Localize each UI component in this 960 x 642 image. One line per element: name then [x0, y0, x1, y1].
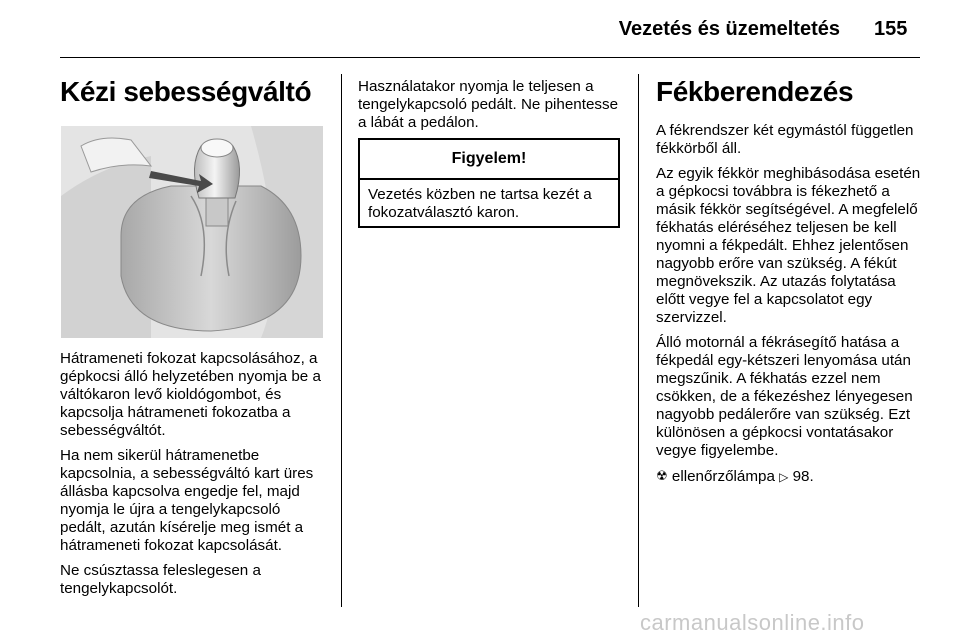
middle-column-text	[358, 78, 620, 139]
gear-lever-illustration	[61, 126, 323, 338]
reference-page: 98.	[792, 468, 814, 485]
warning-title: Figyelem!	[360, 140, 618, 180]
right-column-text	[656, 122, 924, 493]
cross-reference-arrow-icon: ▷	[779, 470, 789, 484]
paragraph: Használatakor nyomja le teljesen a tengelykapcsoló pedált. Ne pihentesse a lábát a pedálon.	[358, 78, 619, 131]
paragraph: Álló motornál a fékrásegítő hatása a fékpedál egy-kétszeri lenyomása után megszűnik. A fékhatás ezzel nem csökken, de a fékezéshez lényegesen nagyobb pedálerőre van szükség. Ezt különösen a gépkocsi vontatásakor vegye figyelembe.	[656, 334, 913, 459]
column-divider-right	[638, 74, 639, 607]
page-number: 155	[874, 18, 908, 40]
section-heading-manual-gearbox: Kézi sebességváltó	[60, 76, 312, 107]
paragraph: A fékrendszer két egymástól független fékkörből áll.	[656, 122, 914, 157]
running-header-title: Vezetés és üzemeltetés	[618, 18, 840, 40]
watermark: carmanualsonline.info	[640, 610, 865, 635]
gear-lever-drawing	[61, 126, 323, 338]
paragraph: Az egyik fékkör meghibásodása esetén a gépkocsi továbbra is fékezhető a másik fékkör segítségével. A megfelelő fékhatás eléréséhez teljesen be kell nyomni a fékpedált. Ehhez jelentősen nagyobb erőre van szükség. A fékút megnövekszik. Az utazás folytatása előtt vegye fel a kapcsolatot egy szervizzel.	[656, 165, 921, 326]
section-heading-brake-system: Fékberendezés	[656, 76, 854, 107]
header-rule	[60, 57, 920, 58]
paragraph: Ha nem sikerül hátramenetbe kapcsolnia, a sebességváltó kart üres állásba kapcsolva engedje fel, majd nyomja le újra a tengelykapcsoló pedált, azután kísérelje meg ismét a hátrameneti fokozat kapcsolását.	[60, 447, 314, 554]
brake-warning-lamp-icon: ☢	[656, 468, 668, 483]
left-column-text	[60, 350, 330, 605]
column-divider-left	[341, 74, 342, 607]
warning-box	[358, 138, 620, 228]
warning-text: Vezetés közben ne tartsa kezét a fokozatválasztó karon.	[368, 186, 592, 221]
paragraph: Ne csúsztassa feleslegesen a tengelykapcsolót.	[60, 562, 261, 597]
brake-lamp-reference[interactable]	[656, 467, 924, 486]
paragraph: Hátrameneti fokozat kapcsolásához, a gépkocsi álló helyzetében nyomja be a váltókaron levő kioldógombot, és kapcsolja hátrameneti fokozatba a sebességváltót.	[60, 350, 321, 439]
reference-text: ellenőrzőlámpa	[671, 468, 775, 485]
